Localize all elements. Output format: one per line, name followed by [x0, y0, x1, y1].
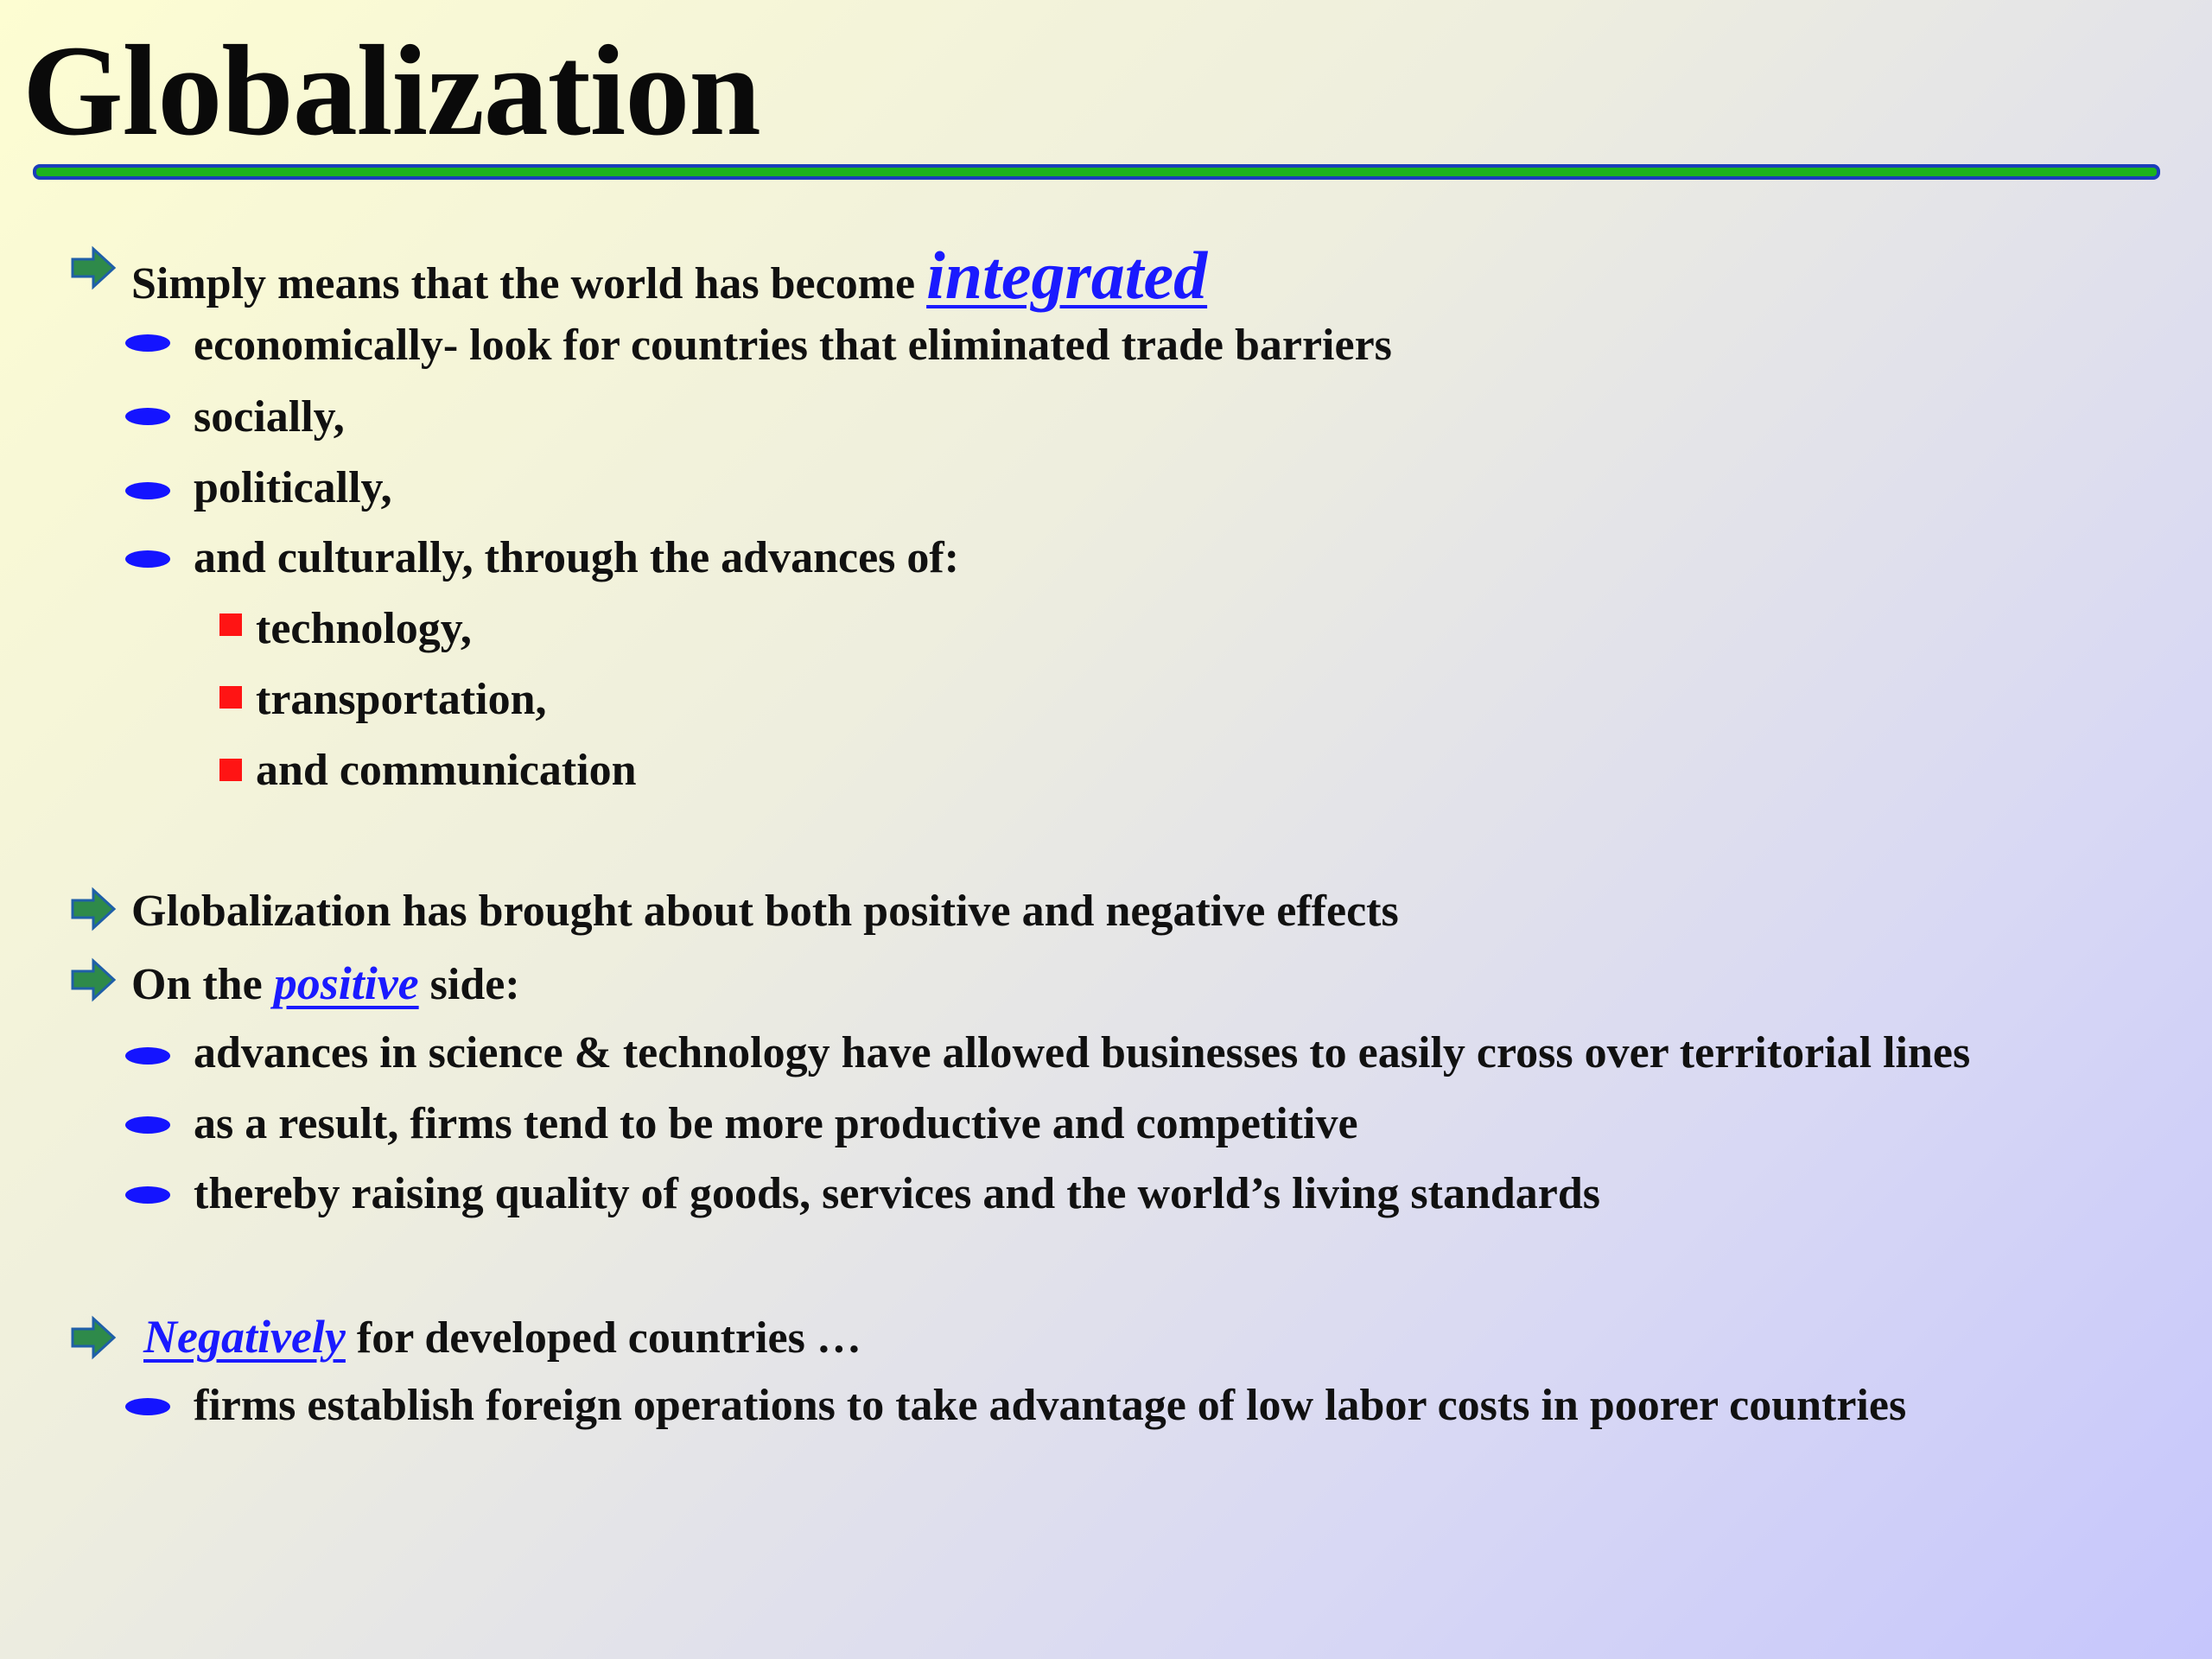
right-arrow-icon	[69, 244, 118, 292]
blue-dash-icon	[125, 550, 170, 568]
blue-dash-icon	[125, 334, 170, 352]
subitem-advances: advances in science & technology have allowed businesses to easily cross over territorial lines	[194, 1028, 1971, 1077]
subitem-economically: economically- look for countries that eliminated trade barriers	[194, 321, 1392, 370]
bullet-negatively	[143, 1313, 861, 1361]
blue-dash-icon	[125, 1186, 170, 1204]
right-arrow-icon	[69, 1313, 118, 1362]
blue-dash-icon	[125, 408, 170, 425]
bullet-text: Simply means that the world has become	[131, 259, 927, 308]
slide-title: Globalization	[22, 19, 760, 162]
subitem-socially: socially,	[194, 392, 345, 442]
subitem-productive: as a result, firms tend to be more productive and competitive	[194, 1099, 1358, 1148]
bullet-text: On the	[131, 960, 274, 1009]
subsubitem-communication: and communication	[256, 746, 637, 795]
subitem-living-standards: thereby raising quality of goods, services and the world’s living standards	[194, 1169, 1601, 1218]
red-square-icon	[219, 613, 242, 636]
negatively-highlight: Negatively	[143, 1311, 346, 1363]
subitem-politically: politically,	[194, 463, 392, 512]
bullet-effects: Globalization has brought about both positive and negative effects	[131, 887, 1399, 936]
positive-highlight: positive	[273, 957, 419, 1009]
integrated-highlight: integrated	[926, 238, 1208, 313]
bullet-text: for developed countries …	[345, 1313, 861, 1363]
subsubitem-transportation: transportation,	[256, 675, 547, 724]
bullet-positive	[131, 957, 520, 1009]
right-arrow-icon	[69, 956, 118, 1004]
right-arrow-icon	[69, 885, 118, 933]
bullet-integrated	[131, 238, 1208, 313]
subitem-foreign-operations: firms establish foreign operations to take advantage of low labor costs in poorer countries	[194, 1381, 1907, 1430]
blue-dash-icon	[125, 1398, 170, 1415]
title-underline-rule	[33, 164, 2160, 180]
bullet-text: side:	[418, 960, 520, 1009]
blue-dash-icon	[125, 482, 170, 499]
blue-dash-icon	[125, 1116, 170, 1134]
red-square-icon	[219, 686, 242, 709]
subsubitem-technology: technology,	[256, 604, 472, 653]
blue-dash-icon	[125, 1047, 170, 1065]
red-square-icon	[219, 759, 242, 781]
subitem-culturally: and culturally, through the advances of:	[194, 533, 960, 582]
